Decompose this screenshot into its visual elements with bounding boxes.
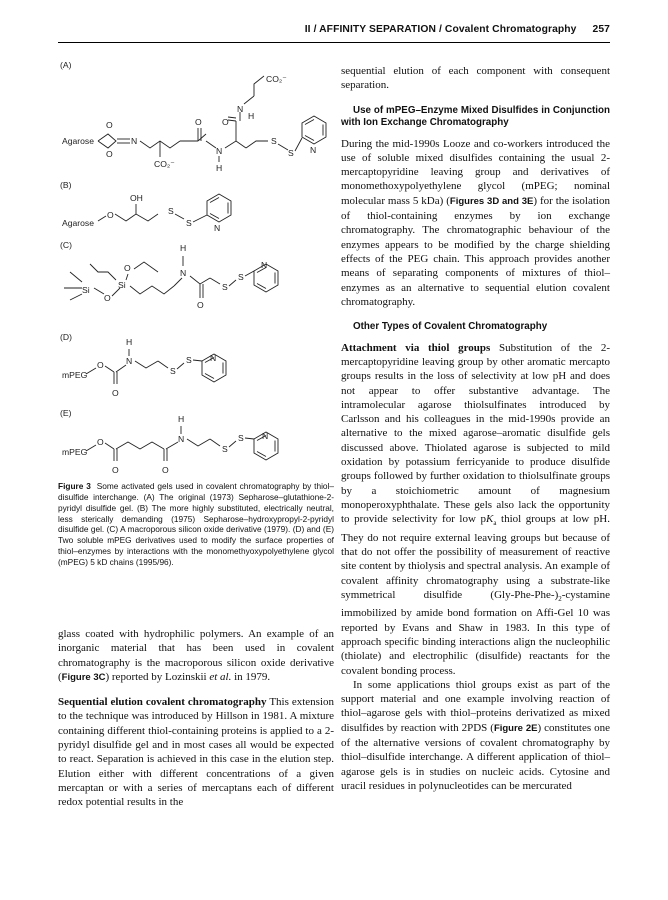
atom-n-e: N bbox=[178, 434, 185, 444]
atom-n-e2: N bbox=[262, 431, 269, 441]
atom-o-c2: O bbox=[124, 263, 131, 273]
left-column-text bbox=[58, 627, 334, 810]
structure-e bbox=[60, 408, 278, 475]
atom-o-c3: O bbox=[197, 300, 204, 310]
atom-s-c2: S bbox=[238, 272, 244, 282]
runin-thiol-groups: Attachment via thiol groups bbox=[341, 341, 491, 354]
atom-oh-b: OH bbox=[130, 193, 143, 203]
atom-o-d1: O bbox=[97, 360, 104, 370]
co2-a1: CO₂⁻ bbox=[154, 159, 175, 169]
panel-label-b: (B) bbox=[60, 180, 72, 190]
right-paragraph-2: During the mid-1990s Looze and co-workers introduced the use of soluble mixed disulfides containing the usual 2-mercaptopyridine leaving group and derivatives of monomethoxypolyethylene glycol (mPEG; nominal molecular mass 5 kDa) (Figures 3D and 3E) for the isolation of thiol-containing enzymes by ion exchange chromatography. The chromatographic behaviour of the enzymes appears to be modified by the charge shielding effects of the PEG chain. This approach provides another means of separating components of mixtures of thiol–enzymes as an alternative to sequential elution covalent chromatography. bbox=[341, 137, 610, 308]
atom-o-e2: O bbox=[112, 465, 119, 475]
atom-o-a4: O bbox=[222, 117, 229, 127]
mpeg-label-d: mPEG bbox=[62, 370, 88, 380]
atom-o-e1: O bbox=[97, 437, 104, 447]
figure-ref-3c: Figure 3C bbox=[61, 671, 106, 683]
atom-o-a2: O bbox=[106, 149, 113, 159]
panel-label-c: (C) bbox=[60, 240, 72, 250]
right-paragraph-1: sequential elution of each component with consequent separation. bbox=[341, 65, 610, 92]
panel-label-d: (D) bbox=[60, 332, 72, 342]
structure-d bbox=[60, 332, 226, 398]
right-paragraph-4: In some applications thiol groups exist as part of the support material and one example involving reaction of thiol–agarose gels with thiol–proteins derivatized as mixed disulfides by reaction with 2PDS (Figure 2E) constitutes one of the alternative versions of covalent chromatography by thiol–disulfide interchange. A different application of thiol–agarose gels is in studies on nucleic acids. Cytosine and uracil residues in polynucleotides can be mercurated bbox=[341, 678, 610, 792]
agarose-label-b: Agarose bbox=[62, 218, 95, 228]
page-number: 257 bbox=[592, 24, 610, 35]
atom-o-a1: O bbox=[106, 120, 113, 130]
atom-s-e1: S bbox=[222, 444, 228, 454]
atom-h-a1: H bbox=[216, 163, 223, 173]
atom-h-c: H bbox=[180, 243, 187, 253]
structure-b bbox=[60, 180, 231, 233]
running-header-title: II / AFFINITY SEPARATION / Covalent Chromatography bbox=[304, 24, 577, 35]
agarose-label-a: Agarose bbox=[62, 136, 95, 146]
atom-n-d2: N bbox=[210, 353, 217, 363]
running-header bbox=[0, 24, 610, 38]
atom-h-e: H bbox=[178, 414, 185, 424]
panel-label-e: (E) bbox=[60, 408, 72, 418]
section-heading-mpeg: Use of mPEG–Enzyme Mixed Disulfides in Conjunction with Ion Exchange Chromatography bbox=[341, 104, 610, 129]
atom-n-a4: N bbox=[310, 145, 317, 155]
figure-caption-text: Some activated gels used in covalent chromatography by thiol–disulfide interchange. (A) The original (1973) Sepharose–glutathione-2-pyridyl disulfide gel. (B) The more highly substituted, electrically neutral, less sterically demanding (1975) Sepharose–hydroxypropyl-2-pyridyl disulfide gel. (C) A macroporous silicon oxide derivative (1979). (D) and (E) Two soluble mPEG derivatives used to modify the surface properties of thiol–enzymes by interactions with the monomethyoxypolyethylene glycol (mPEG) 5 kD chains (1995/96). bbox=[58, 481, 334, 567]
figure-3-structures bbox=[58, 56, 334, 476]
structure-a bbox=[60, 60, 326, 173]
atom-n-a2: N bbox=[216, 146, 223, 156]
atom-s-d1: S bbox=[170, 366, 176, 376]
atom-s-c1: S bbox=[222, 282, 228, 292]
atom-n-a1: N bbox=[131, 136, 138, 146]
atom-n-a3: N bbox=[237, 104, 244, 114]
runin-sequential-elution: Sequential elution covalent chromatography bbox=[58, 696, 267, 709]
atom-si-c1: Si bbox=[82, 285, 90, 295]
atom-o-c1: O bbox=[104, 293, 111, 303]
section-heading-other-types: Other Types of Covalent Chromatography bbox=[353, 321, 548, 333]
figure-caption bbox=[58, 481, 334, 568]
atom-s-d2: S bbox=[186, 355, 192, 365]
atom-s-a1: S bbox=[271, 136, 277, 146]
atom-s-e2: S bbox=[238, 433, 244, 443]
figure-ref-2e: Figure 2E bbox=[493, 722, 538, 734]
structure-c bbox=[60, 240, 278, 310]
atom-n-d: N bbox=[126, 356, 133, 366]
right-paragraph-3: Attachment via thiol groups Substitution of the 2-mercaptopyridine leaving group by other aromatic mercapto groups results in the loss of selectivity at low pH and does not appear to offer substantive advantage. The intramolecular agarose thiolsulfinates introduced by Carlsson and his colleagues in the mid-1990s provide an alternative to the mixed agarose–aromatic disulfide gels discussed above. Thiolated agarose is subjected to mild oxidation by potassium ferricyanide to produce disulfide groups followed by further oxidation to thiolsulfinate groups by a stoichiometric amount of magnesium monoperoxyphthalate. These gels also lack the opportunity to provide selectivity for low $pK_a$ thiol groups at low pH. They do not require external leaving groups but because of that do not offer the possibility of measurement of reactive site content by thiolysis and spectral analysis. An example of covalent affinity chromatography using a substrate-like symmetrical disulfide $(Gly-Phe-Phe-)_2$-cystamine immobilized by amide bond formation on Affi-Gel 10 was reported by Evans and Shaw in 1983. In this type of approach specific binding interactions align the nucleophilic (thiolate) and electrophilic (disulfide) reactants for the covalent bonding process. bbox=[341, 341, 610, 677]
mpeg-label-e: mPEG bbox=[62, 447, 88, 457]
right-column-text bbox=[341, 64, 610, 793]
atom-s-b1: S bbox=[168, 206, 174, 216]
figure-ref-3d-3e: Figures 3D and 3E bbox=[449, 195, 534, 207]
atom-h-d: H bbox=[126, 337, 133, 347]
header-rule bbox=[58, 42, 610, 43]
figure-label: Figure 3 bbox=[58, 481, 91, 491]
atom-n-c2: N bbox=[261, 260, 268, 270]
left-paragraph-2: Sequential elution covalent chromatography This extension to the technique was introduced by Hillson in 1981. A mixture containing different thiol-containing proteins is applied to a 2-pyridyl disulfide gel and in most cases all would be expected to react. Separation is achieved in this case in the elution step. Elution either with different concentrations of a given mercaptan or with a series of mercaptans each of different redox potential results in the bbox=[58, 696, 334, 809]
atom-o-e3: O bbox=[162, 465, 169, 475]
panel-label-a: (A) bbox=[60, 60, 72, 70]
atom-s-b2: S bbox=[186, 218, 192, 228]
atom-n-c: N bbox=[180, 268, 187, 278]
co2-a2: CO₂⁻ bbox=[266, 74, 287, 84]
atom-h-a2: H bbox=[248, 111, 255, 121]
atom-o-a3: O bbox=[195, 117, 202, 127]
atom-o-d2: O bbox=[112, 388, 119, 398]
atom-si-c2: Si bbox=[118, 280, 126, 290]
atom-n-b: N bbox=[214, 223, 221, 233]
atom-s-a2: S bbox=[288, 148, 294, 158]
left-paragraph-1: glass coated with hydrophilic polymers. An example of an inorganic material that has been used in covalent chromatography is the macroporous silicon oxide derivative (Figure 3C) reported by Lozinskii et al. in 1979. bbox=[58, 628, 334, 683]
atom-o-b1: O bbox=[107, 210, 114, 220]
